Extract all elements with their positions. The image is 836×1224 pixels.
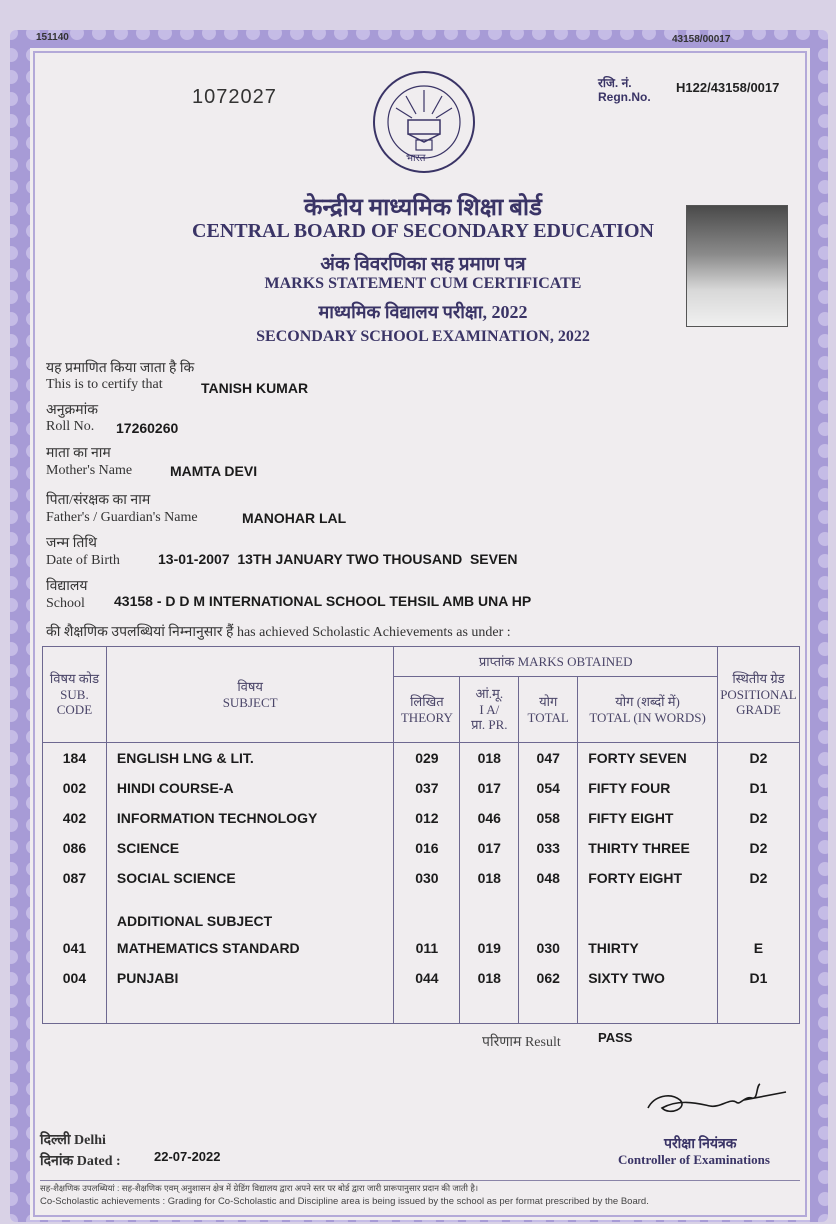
controller-signature bbox=[640, 1078, 790, 1128]
mother-label-en: Mother's Name bbox=[46, 463, 133, 478]
result-label: परिणाम Result bbox=[482, 1035, 561, 1050]
header-ia: आं.मू. I A/ प्रा. PR. bbox=[460, 677, 519, 743]
subject-name: SCIENCE bbox=[106, 833, 393, 863]
mother-label-hi: माता का नाम bbox=[46, 446, 111, 461]
subject-name: SOCIAL SCIENCE bbox=[106, 863, 393, 893]
footer-divider bbox=[40, 1180, 800, 1181]
exam-title-english: SECONDARY SCHOOL EXAMINATION, 2022 bbox=[256, 328, 590, 345]
total-marks: 058 bbox=[519, 803, 578, 833]
ia-marks: 017 bbox=[460, 773, 519, 803]
board-name-hindi: केन्द्रीय माध्यमिक शिक्षा बोर्ड bbox=[304, 195, 542, 221]
place: दिल्ली Delhi bbox=[40, 1133, 106, 1148]
ia-marks: 018 bbox=[460, 963, 519, 993]
table-row bbox=[43, 773, 800, 803]
header-total: योग TOTAL bbox=[519, 677, 578, 743]
table-header-row bbox=[43, 647, 800, 677]
total-marks: 048 bbox=[519, 863, 578, 893]
total-in-words: FORTY EIGHT bbox=[578, 863, 718, 893]
board-name-english: CENTRAL BOARD OF SECONDARY EDUCATION bbox=[192, 220, 654, 242]
total-marks: 033 bbox=[519, 833, 578, 863]
total-marks: 062 bbox=[519, 963, 578, 993]
additional-subject-label-row bbox=[43, 893, 800, 933]
table-row bbox=[43, 803, 800, 833]
subject-code: 184 bbox=[43, 743, 107, 774]
roll-label-en: Roll No. bbox=[46, 419, 95, 434]
cert-title-english: MARKS STATEMENT CUM CERTIFICATE bbox=[264, 275, 582, 292]
footer-note-hi: सह-शैक्षणिक उपलब्धियां : सह-शैक्षणिक एवम् अनुशासन क्षेत्र में ग्रेडिंग विद्यालय द्वारा अपने स्तर पर बोर्ड द्वारा जारी प्रारूपानुसार प्रदान की जाती है। bbox=[40, 1183, 479, 1193]
date-of-birth: 13-01-2007 13TH JANUARY TWO THOUSAND SEVEN bbox=[158, 551, 518, 567]
student-photo bbox=[686, 205, 788, 327]
subject-name: HINDI COURSE-A bbox=[106, 773, 393, 803]
positional-grade: D2 bbox=[717, 803, 799, 833]
certify-label-en: This is to certify that bbox=[46, 377, 163, 392]
table-row bbox=[43, 863, 800, 893]
positional-grade: D1 bbox=[717, 963, 799, 993]
school-name: 43158 - D D M INTERNATIONAL SCHOOL TEHSIL AMB UNA HP bbox=[114, 593, 532, 609]
exam-title-hindi: माध्यमिक विद्यालय परीक्षा, 2022 bbox=[318, 302, 528, 322]
subject-code: 004 bbox=[43, 963, 107, 993]
regn-label-en: Regn.No. bbox=[598, 90, 651, 104]
corner-serial-right: 43158/00017 bbox=[672, 34, 731, 45]
total-marks: 047 bbox=[519, 743, 578, 774]
subject-code: 087 bbox=[43, 863, 107, 893]
header-marks-obtained: प्राप्तांक MARKS OBTAINED bbox=[394, 647, 718, 677]
header-total-words: योग (शब्दों में) TOTAL (IN WORDS) bbox=[578, 677, 718, 743]
table-row bbox=[43, 743, 800, 774]
total-marks: 030 bbox=[519, 933, 578, 963]
father-label-hi: पिता/संरक्षक का नाम bbox=[46, 493, 151, 508]
theory-marks: 029 bbox=[394, 743, 460, 774]
header-subject: विषय SUBJECT bbox=[106, 647, 393, 743]
header-positional-grade: स्थितीय ग्रेड POSITIONAL GRADE bbox=[717, 647, 799, 743]
issue-date: 22-07-2022 bbox=[154, 1149, 221, 1164]
subject-name: PUNJABI bbox=[106, 963, 393, 993]
positional-grade: D2 bbox=[717, 743, 799, 774]
certify-label-hi: यह प्रमाणित किया जाता है कि bbox=[46, 361, 195, 376]
total-in-words: FIFTY EIGHT bbox=[578, 803, 718, 833]
table-row bbox=[43, 933, 800, 963]
ia-marks: 018 bbox=[460, 743, 519, 774]
student-name: TANISH KUMAR bbox=[201, 380, 309, 396]
subject-code: 041 bbox=[43, 933, 107, 963]
serial-number: 1072027 bbox=[192, 86, 277, 108]
ia-marks: 017 bbox=[460, 833, 519, 863]
positional-grade: D2 bbox=[717, 863, 799, 893]
header-theory: लिखित THEORY bbox=[394, 677, 460, 743]
dob-label-hi: जन्म तिथि bbox=[46, 536, 97, 551]
emblem-bharat: भारत bbox=[406, 153, 426, 164]
table-row bbox=[43, 833, 800, 863]
positional-grade: D1 bbox=[717, 773, 799, 803]
controller-title-hi: परीक्षा नियंत्रक bbox=[664, 1137, 737, 1152]
theory-marks: 037 bbox=[394, 773, 460, 803]
regn-label-hi: रजि. नं. bbox=[598, 76, 632, 90]
regn-number: H122/43158/0017 bbox=[676, 80, 780, 95]
mother-name: MAMTA DEVI bbox=[170, 463, 258, 479]
roll-number: 17260260 bbox=[116, 420, 179, 436]
father-label-en: Father's / Guardian's Name bbox=[46, 510, 198, 525]
roll-label-hi: अनुक्रमांक bbox=[46, 403, 98, 418]
achieved-en: has achieved Scholastic Achievements as under : bbox=[236, 625, 511, 640]
total-in-words: FORTY SEVEN bbox=[578, 743, 718, 774]
total-in-words: FIFTY FOUR bbox=[578, 773, 718, 803]
theory-marks: 011 bbox=[394, 933, 460, 963]
positional-grade: E bbox=[717, 933, 799, 963]
school-label-en: School bbox=[46, 596, 85, 611]
total-marks: 054 bbox=[519, 773, 578, 803]
achieved-hi: की शैक्षणिक उपलब्धियां निम्नानुसार हैं bbox=[46, 625, 234, 640]
controller-title-en: Controller of Examinations bbox=[618, 1152, 770, 1167]
dated-label: दिनांक Dated : bbox=[40, 1154, 121, 1169]
additional-subject-label: ADDITIONAL SUBJECT bbox=[106, 893, 393, 933]
footer-note-en: Co-Scholastic achievements : Grading for Co-Scholastic and Discipline area is being issued by the school as per format prescribed by the Board. bbox=[40, 1196, 649, 1207]
total-in-words: THIRTY THREE bbox=[578, 833, 718, 863]
subject-name: ENGLISH LNG & LIT. bbox=[106, 743, 393, 774]
theory-marks: 030 bbox=[394, 863, 460, 893]
marks-table bbox=[42, 646, 800, 1024]
dob-label-en: Date of Birth bbox=[46, 553, 120, 568]
cert-title-hindi: अंक विवरणिका सह प्रमाण पत्र bbox=[320, 254, 526, 275]
total-in-words: THIRTY bbox=[578, 933, 718, 963]
ia-marks: 019 bbox=[460, 933, 519, 963]
theory-marks: 044 bbox=[394, 963, 460, 993]
father-name: MANOHAR LAL bbox=[242, 510, 347, 526]
header-sub-code: विषय कोड SUB. CODE bbox=[43, 647, 107, 743]
subject-name: INFORMATION TECHNOLOGY bbox=[106, 803, 393, 833]
subject-code: 402 bbox=[43, 803, 107, 833]
table-row bbox=[43, 963, 800, 993]
ia-marks: 018 bbox=[460, 863, 519, 893]
subject-code: 086 bbox=[43, 833, 107, 863]
positional-grade: D2 bbox=[717, 833, 799, 863]
subject-code: 002 bbox=[43, 773, 107, 803]
achieved-statement bbox=[46, 622, 511, 641]
subject-name: MATHEMATICS STANDARD bbox=[106, 933, 393, 963]
theory-marks: 016 bbox=[394, 833, 460, 863]
total-in-words: SIXTY TWO bbox=[578, 963, 718, 993]
theory-marks: 012 bbox=[394, 803, 460, 833]
result-value: PASS bbox=[598, 1030, 633, 1045]
corner-serial-left: 151140 bbox=[36, 32, 69, 43]
school-label-hi: विद्यालय bbox=[46, 579, 88, 594]
ia-marks: 046 bbox=[460, 803, 519, 833]
